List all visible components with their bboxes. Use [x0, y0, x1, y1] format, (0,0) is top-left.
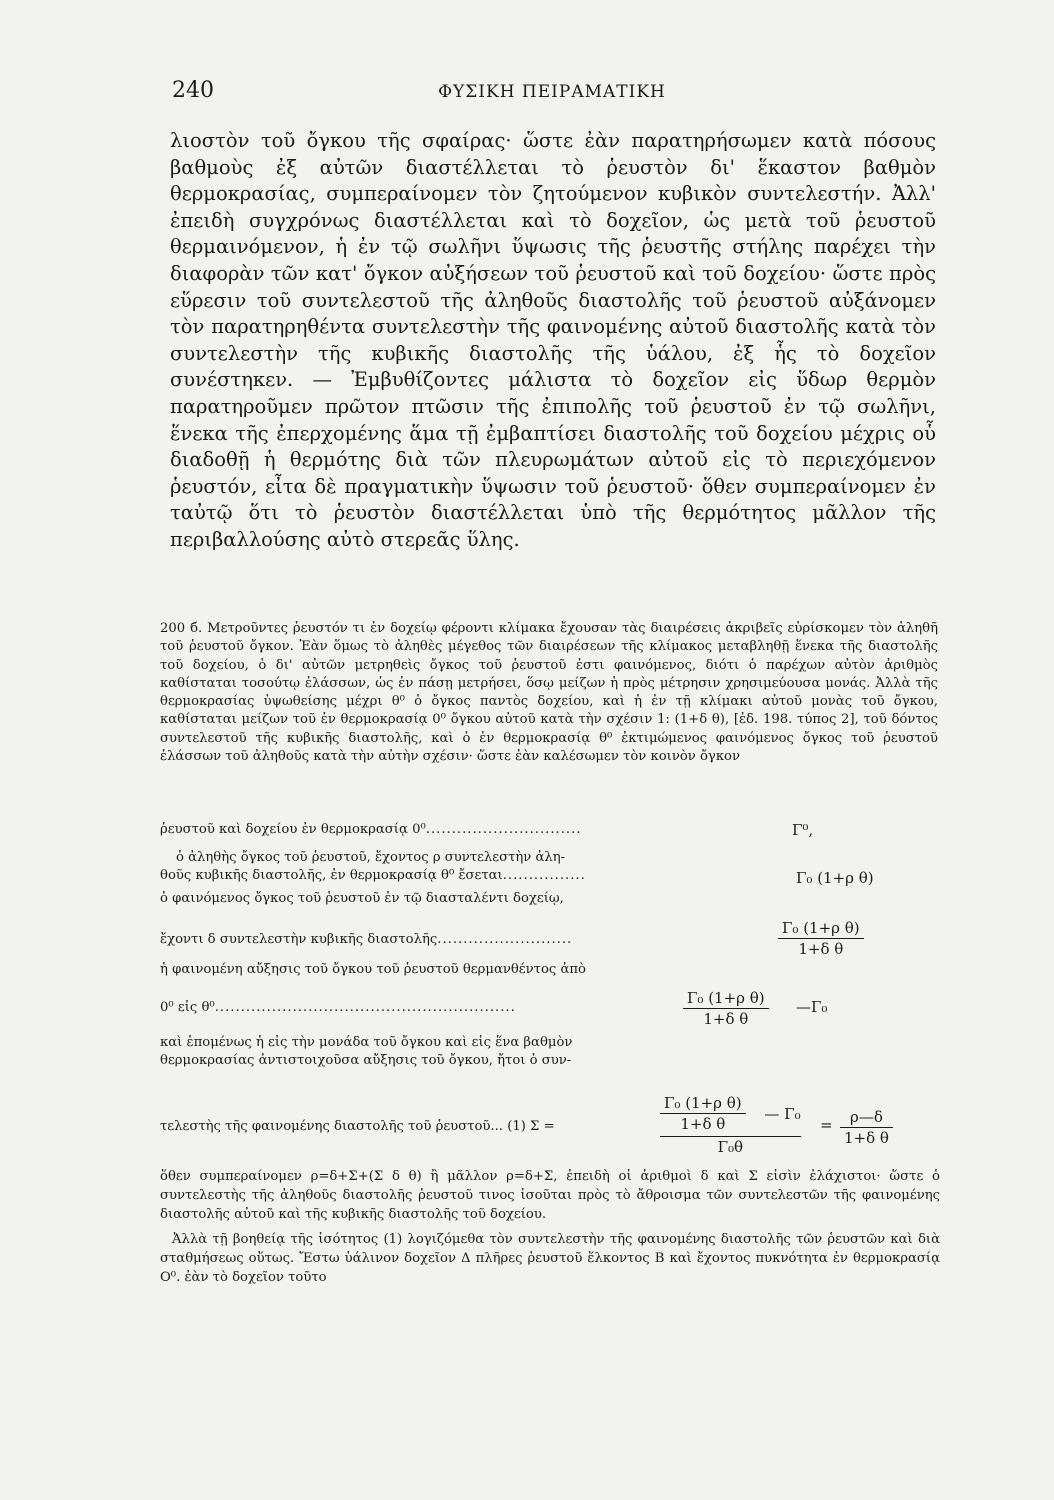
equation-gamma0	[160, 821, 938, 839]
increase-denominator: 1+δ θ	[703, 1010, 749, 1028]
apparent-denominator: 1+δ θ	[798, 940, 844, 958]
sigma-equals: =	[820, 1116, 833, 1134]
sigma-inner-denominator: 1+δ θ	[680, 1115, 726, 1133]
unit-text2: θερμοκρασίας ἀντιστοιχοῦσα αὔξησις τοῦ ὄγκου, ἤτοι ὁ συν-	[160, 1053, 572, 1068]
true-volume-value: Γ₀ (1+ρ θ)	[796, 869, 874, 887]
apparent-numerator: Γ₀ (1+ρ θ)	[778, 918, 864, 939]
gamma0-dots: ..............................	[425, 822, 582, 837]
gamma0-text: ῥευστοῦ καὶ δοχείου ἐν θερμοκρασίᾳ 0⁰	[160, 822, 426, 837]
apparent-text1: ὁ φαινόμενος ὄγκος τοῦ ῥευστοῦ ἐν τῷ διασταλέντι δοχείῳ,	[160, 891, 564, 906]
running-title: ΦΥΣΙΚΗ ΠΕΙΡΑΜΑΤΙΚΗ	[438, 82, 666, 102]
sigma-text: τελεστὴς τῆς φαινομένης διαστολῆς τοῦ ῥευστοῦ... (1) Σ =	[160, 1119, 555, 1134]
equation-apparent-volume	[160, 890, 938, 908]
equation-true-volume	[160, 849, 938, 885]
sigma-inner-fraction	[660, 1093, 801, 1137]
sigma-compound-fraction	[660, 1093, 801, 1157]
sigma-inner-numerator: Γ₀ (1+ρ θ)	[660, 1093, 746, 1114]
bottom-paragraph-1: ὅθεν συμπεραίνομεν ρ=δ+Σ+(Σ δ θ) ἢ μᾶλλον ρ=δ+Σ, ἐπειδὴ οἱ ἀριθμοὶ δ καὶ Σ εἰσὶν ἐλάχιστοι· ὥστε ὁ συντελεστὴς τῆς ἀληθοῦς διαστολῆς ῥευστοῦ τινος ἰσοῦται πρὸς τὸ ἄθροισμα τῶν συντελεστῶν τῆς φαινομένης διαστολῆς αὐτοῦ καὶ τῆς κυβικῆς διαστολῆς τοῦ δοχείου.	[160, 1169, 940, 1222]
sigma-result-numerator: ρ—δ	[840, 1107, 893, 1128]
increase-dots: ..........................................................	[214, 1000, 516, 1015]
main-text-block	[170, 128, 936, 554]
note-200b	[160, 620, 938, 766]
equation-unit	[160, 1034, 938, 1070]
sigma-minus-gamma: — Γ₀	[764, 1104, 801, 1123]
sigma-result-denominator: 1+δ θ	[844, 1129, 889, 1147]
apparent-dots: ..........................	[437, 932, 573, 947]
increase-numerator: Γ₀ (1+ρ θ)	[683, 988, 769, 1009]
unit-text1: καὶ ἑπομένως ἡ εἰς τὴν μονάδα τοῦ ὄγκου καὶ εἰς ἕνα βαθμὸν	[160, 1035, 573, 1050]
sigma-outer-denominator: Γ₀θ	[717, 1138, 744, 1156]
true-volume-text1: ὁ ἀληθὴς ὄγκος τοῦ ῥευστοῦ, ἔχοντος ρ συντελεστὴν ἀλη-	[176, 850, 566, 865]
page-number: 240	[172, 78, 214, 103]
increase-text2: 0⁰ εἰς θ⁰	[160, 1000, 215, 1015]
apparent-text2: ἔχοντι δ συντελεστὴν κυβικῆς διαστολῆς	[160, 932, 438, 947]
bottom-text-block	[160, 1167, 940, 1287]
gamma0-value: Γ⁰,	[792, 821, 814, 839]
increase-fraction	[683, 988, 769, 1029]
true-volume-dots: ................	[502, 868, 586, 883]
increase-tail: —Γ₀	[796, 998, 828, 1016]
increase-text1: ἡ φαινομένη αὔξησις τοῦ ὄγκου τοῦ ῥευστοῦ θερμανθέντος ἀπὸ	[160, 962, 586, 977]
bottom-paragraph-2: Ἀλλὰ τῇ βοηθείᾳ τῆς ἰσότητος (1) λογιζόμεθα τὸν συντελεστὴν τῆς φαινομένης διαστολῆς τῶν ῥευστῶν καὶ διὰ σταθμήσεως οὕτως. Ἔστω ὑάλινον δοχεῖον Δ πλῆρες ῥευστοῦ ἕλκοντος Β καὶ ἔχοντος πυκνότητα ἐν θερμοκρασίᾳ Ο⁰. ἐὰν τὸ δοχεῖον τοῦτο	[160, 1232, 940, 1285]
true-volume-text2: θοῦς κυβικῆς διαστολῆς, ἐν θερμοκρασίᾳ θ⁰ ἔσεται	[160, 868, 503, 883]
page-header	[172, 78, 932, 108]
sigma-result-fraction	[840, 1107, 893, 1148]
equation-increase	[160, 961, 938, 979]
note-200b-paragraph: 200 б. Μετροῦντες ῥευστόν τι ἐν δοχείῳ φέροντι κλίμακα ἔχουσαν τὰς διαιρέσεις ἀκριβεῖς εὑρίσκομεν τὸν ἀληθῆ τοῦ ῥευστοῦ ὄγκον. Ἐὰν ὅμως τὸ ἀληθὲς μέγεθος τῶν διαιρέσεων τῆς κλίμακος μεταβληθῇ ἕνεκα τῆς διαστολῆς τοῦ δοχείου, ὁ δι' αὐτῶν μετρηθεὶς ὄγκος τοῦ ῥευστοῦ ἐστι φαινόμενος, διότι ὁ παρέχων αὐτὸν ἀριθμὸς καθίσταται τοσούτῳ ἐλάσσων, ὡς ἐν πάσῃ μετρήσει, ὅσῳ μείζων ἡ πρὸς μέτρησιν χρησιμεύουσα μονάς. Ἀλλὰ τῆς θερμοκρασίας ὑψωθείσης μέχρι θ⁰ ὁ ὄγκος παντὸς δοχείου, καὶ ἡ ἐν τῇ κλίμακι αὐτοῦ μονὰς τοῦ ὄγκου, καθίσταται μείζων τοῦ ἐν θερμοκρασίᾳ 0⁰ ὄγκου αὐτοῦ κατὰ τὴν σχέσιν 1: (1+δ θ), [ἐδ. 198. τύπος 2], τοῦ δόντος συντελεστοῦ τῆς κυβικῆς διαστολῆς, καὶ ὁ ἐν θερμοκρασίᾳ θ⁰ ἐκτιμώμενος φαινόμενος ὄγκος τοῦ ῥευστοῦ ἐλάσσων τοῦ ἀληθοῦς κατὰ τὴν αὐτὴν σχέσιν· ὥστε ἐὰν καλέσωμεν τὸν κοινὸν ὄγκον	[160, 621, 938, 765]
main-paragraph: λιοστὸν τοῦ ὄγκου τῆς σφαίρας· ὥστε ἐὰν παρατηρήσωμεν κατὰ πόσους βαθμοὺς ἐξ αὐτῶν διαστέλλεται τὸ ῥευστὸν δι' ἕκαστον βαθμὸν θερμοκρασίας, συμπεραίνομεν τὸν ζητούμενον κυβικὸν συντελεστήν. Ἀλλ' ἐπειδὴ συγχρόνως διαστέλλεται καὶ τὸ δοχεῖον, ὡς μετὰ τοῦ ῥευστοῦ θερμαινόμενον, ἡ ἐν τῷ σωλῆνι ὕψωσις τῆς ῥευστῆς στήλης παρέχει τὴν διαφορὰν τῶν κατ' ὄγκον αὐξήσεων τοῦ ῥευστοῦ καὶ τοῦ δοχείου· ὥστε πρὸς εὕρεσιν τοῦ συντελεστοῦ τῆς ἀληθοῦς διαστολῆς τοῦ ῥευστοῦ αὐξάνομεν τὸν παρατηρηθέντα συντελεστὴν τῆς φαινομένης αὐτοῦ διαστολῆς κατὰ τὸν συντελεστὴν τῆς κυβικῆς διαστολῆς τῆς ὑάλου, ἐξ ἧς τὸ δοχεῖον συνέστηκεν. — Ἐμβυθίζοντες μάλιστα τὸ δοχεῖον εἰς ὕδωρ θερμὸν παρατηροῦμεν πρῶτον πτῶσιν τῆς ἐπιπολῆς τοῦ ῥευστοῦ ἐν τῷ σωλῆνι, ἕνεκα τῆς ἐπερχομένης ἅμα τῇ ἐμβαπτίσει διαστολῆς τοῦ δοχείου μέχρις οὗ διαδοθῇ ἡ θερμότης διὰ τῶν πλευρωμάτων αὐτοῦ εἰς τὸ περιεχόμενον ῥευστόν, εἶτα δὲ πραγματικὴν ὕψωσιν τοῦ ῥευστοῦ· ὅθεν συμπεραίνομεν ἐν ταὐτῷ ὅτι τὸ ῥευστὸν διαστέλλεται ὑπὸ τῆς θερμότητος μᾶλλον τῆς περιβαλλούσης αὐτὸ στερεᾶς ὕλης.	[170, 129, 936, 551]
apparent-fraction	[778, 918, 864, 959]
